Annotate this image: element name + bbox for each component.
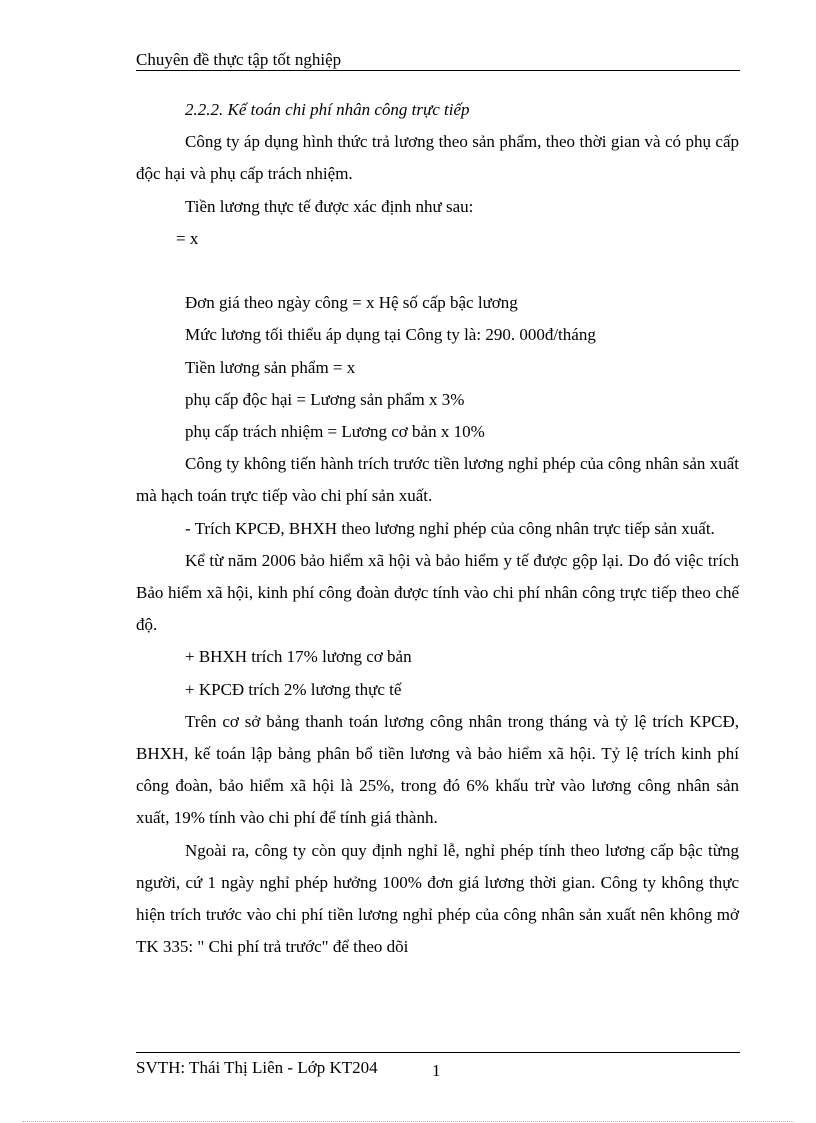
section-heading: 2.2.2. Kế toán chi phí nhân công trực tiếp [185, 100, 470, 119]
paragraph-no-accrual: Công ty không tiến hành trích trước tiền lương nghỉ phép của công nhân sản xuất mà hạch toán trực tiếp vào chi phí sản xuất. [136, 454, 739, 506]
paragraph-responsibility-allowance: phụ cấp trách nhiệm = Lương cơ bản x 10% [185, 422, 485, 442]
paragraph-actual-wage-intro: Tiền lương thực tế được xác định như sau: [185, 196, 474, 216]
footer-author: SVTH: Thái Thị Liên - Lớp KT204 [136, 1058, 378, 1077]
paragraph-kpcd-rate: + KPCĐ trích 2% lương thực tế [185, 679, 402, 699]
paragraph-daily-rate: Đơn giá theo ngày công = x Hệ số cấp bậc lương [185, 293, 518, 313]
document-body [136, 94, 739, 963]
paragraph-hazard-allowance: phụ cấp độc hại = Lương sản phẩm x 3% [185, 389, 465, 409]
paragraph-kpcd-bhxh-leave: - Trích KPCĐ, BHXH theo lương nghỉ phép của công nhân trực tiếp sản xuất. [185, 518, 715, 538]
page-bottom-dotted-edge [22, 1121, 794, 1122]
header-divider [136, 70, 740, 71]
paragraph-minimum-wage: Mức lương tối thiểu áp dụng tại Công ty là: 290. 000đ/tháng [185, 325, 596, 345]
paragraph-product-wage: Tiền lương sản phẩm = x [185, 357, 356, 377]
paragraph-holiday-leave: Ngoài ra, công ty còn quy định nghỉ lễ, nghỉ phép tính theo lương cấp bậc từng người, cứ 1 ngày nghỉ phép hưởng 100% đơn giá lương thời gian. Công ty không thực hiện trích trước vào chi phí tiền lương nghỉ phép của công nhân sản xuất nên không mở TK 335: " Chi phí trả trước" để theo dõi [136, 840, 739, 957]
paragraph-insurance-merge: Kể từ năm 2006 bảo hiểm xã hội và bảo hiểm y tế được gộp lại. Do đó việc trích Bảo hiểm xã hội, kinh phí công đoàn được tính vào chi phí nhân công trực tiếp theo chế độ. [136, 550, 739, 635]
formula-spacer [136, 255, 739, 287]
paragraph-allocation-table: Trên cơ sở bảng thanh toán lương công nhân trong tháng và tỷ lệ trích KPCĐ, BHXH, kế toán lập bảng phân bổ tiền lương và bảo hiểm xã hội. Tỷ lệ trích kinh phí công đoàn, bảo hiểm xã hội là 25%, trong đó 6% khấu trừ vào lương công nhân sản xuất, 19% tính vào chi phí để tính giá thành. [136, 711, 739, 828]
formula-actual-wage: = x [176, 228, 199, 248]
footer-divider [136, 1052, 740, 1053]
page-number: 1 [432, 1061, 441, 1080]
page-header-title: Chuyên đề thực tập tốt nghiệp [136, 50, 342, 69]
paragraph-wage-forms: Công ty áp dụng hình thức trả lương theo sản phẩm, theo thời gian và có phụ cấp độc hại và phụ cấp trách nhiệm. [136, 132, 739, 184]
paragraph-bhxh-rate: + BHXH trích 17% lương cơ bản [185, 647, 412, 667]
